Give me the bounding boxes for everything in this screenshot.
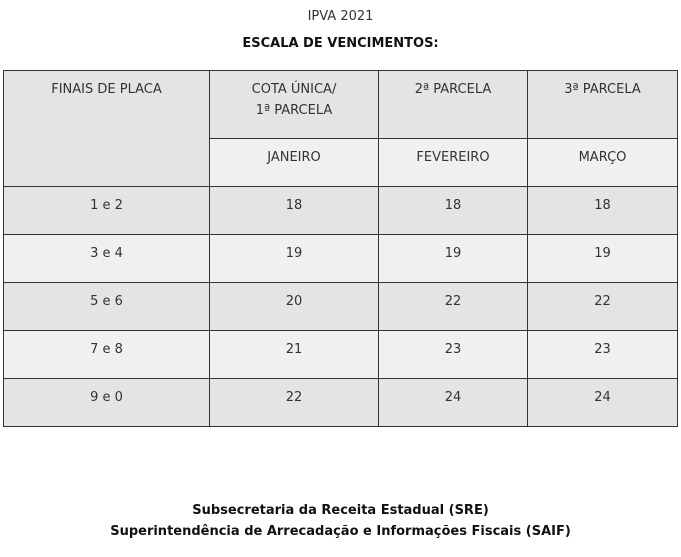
january-day-cell: 18 <box>210 187 379 235</box>
march-day-cell: 22 <box>528 283 678 331</box>
plate-endings-cell: 1 e 2 <box>4 187 210 235</box>
february-day-cell: 18 <box>379 187 528 235</box>
month-february: FEVEREIRO <box>379 139 528 187</box>
march-day-cell: 23 <box>528 331 678 379</box>
february-day-cell: 19 <box>379 235 528 283</box>
footer-saif: Superintendência de Arrecadação e Informações Fiscais (SAIF) <box>110 524 571 539</box>
plate-endings-cell: 3 e 4 <box>4 235 210 283</box>
header-second-installment: 2ª PARCELA <box>379 71 528 139</box>
table-row <box>4 331 678 379</box>
table-row <box>4 187 678 235</box>
plate-endings-cell: 9 e 0 <box>4 379 210 427</box>
plate-endings-cell: 5 e 6 <box>4 283 210 331</box>
january-day-cell: 22 <box>210 379 379 427</box>
page-subtitle: ESCALA DE VENCIMENTOS: <box>242 36 439 51</box>
page-title: IPVA 2021 <box>307 9 374 24</box>
march-day-cell: 18 <box>528 187 678 235</box>
february-day-cell: 24 <box>379 379 528 427</box>
month-january: JANEIRO <box>210 139 379 187</box>
due-date-table <box>3 70 678 427</box>
table-row <box>4 379 678 427</box>
february-day-cell: 23 <box>379 331 528 379</box>
header-single-quota-line1: COTA ÚNICA/ <box>251 82 337 97</box>
march-day-cell: 24 <box>528 379 678 427</box>
header-single-quota-line2: 1ª PARCELA <box>255 103 333 118</box>
month-march: MARÇO <box>528 139 678 187</box>
table-row <box>4 283 678 331</box>
footer-sre: Subsecretaria da Receita Estadual (SRE) <box>192 503 489 518</box>
header-plate-endings: FINAIS DE PLACA <box>4 71 210 187</box>
january-day-cell: 20 <box>210 283 379 331</box>
march-day-cell: 19 <box>528 235 678 283</box>
table-header-row <box>4 71 678 139</box>
january-day-cell: 21 <box>210 331 379 379</box>
header-third-installment: 3ª PARCELA <box>528 71 678 139</box>
february-day-cell: 22 <box>379 283 528 331</box>
header-single-quota <box>210 71 379 139</box>
plate-endings-cell: 7 e 8 <box>4 331 210 379</box>
january-day-cell: 19 <box>210 235 379 283</box>
table-row <box>4 235 678 283</box>
